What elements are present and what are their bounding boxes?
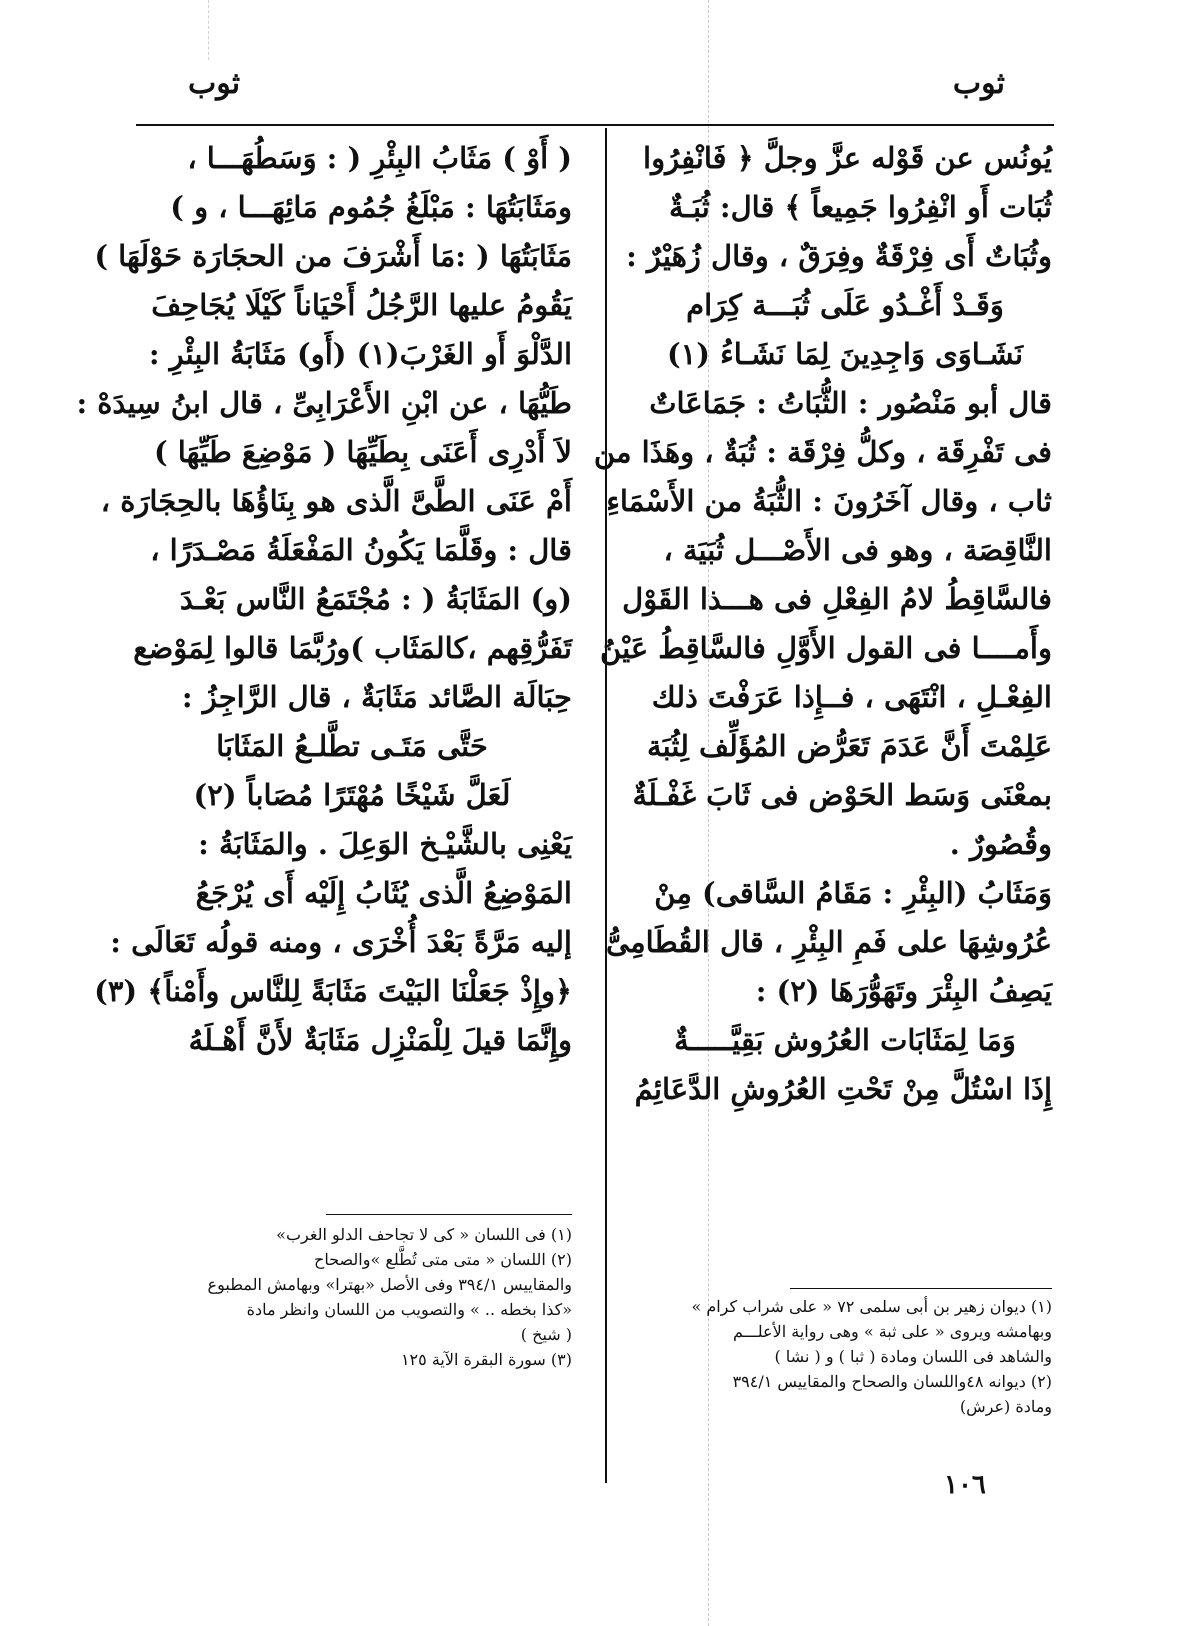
text-line: لاَ أَدْرِى أَعَنَى بِطَيِّهَا ( مَوْضِعَ طَيِّهَا ) [153,435,572,469]
text-line: ثاب ، وقال آخَرُونَ : الثُّبَةُ من الأَسْمَاءِ [606,484,1052,518]
column-divider [605,128,607,1483]
text-line: ومَثَابَتُهَا : مَبْلَغُ جُمُوم مَائِهَـــا ، و ) [170,190,572,224]
text-line: يَصِفُ البِئْرَ وتَهَوُّرَهَا (٢) : [755,974,1052,1008]
text-line: حِبَالَة الصَّائد مَثَابَةٌ ، قال الرَّاجِزُ : [181,680,572,714]
text-line: ﴿وإِذْ جَعَلْنَا البَيْتَ مَثَابَةً لِلنَّاس وأَمْناً﴾ (٣) [94,974,572,1008]
text-line: وقُصُورٌ . [949,827,1052,861]
text-line: ( أَوْ ) مَثَابُ البِئْرِ ( : وَسَطُهَـــا ، [187,141,572,175]
text-line: قال أبو مَنْصُور : الثُّبَاتُ : جَمَاعَاتٌ [649,386,1052,420]
verse-line: لَعَلَّ شَيْخًا مُهْتَرًا مُصَاباً (٢) [193,778,511,812]
footnote-line: (٢) ديوانه ٤٨واللسان والصحاح والمقاييس ٣٩٤/١ [732,1372,1052,1391]
footnote-rule-right [790,1288,1052,1289]
text-line: (و) المَثَابَةُ ( : مُجْتَمَعُ النَّاس بَعْـدَ [179,582,572,616]
footnote-rule-left [326,1214,572,1215]
text-line: مَثَابَتُهَا ( :مَا أَشْرَفَ من الحجَارَة حَوْلَهَا ) [94,239,572,273]
footnote-line: ( شيخ ) [520,1325,572,1344]
text-line: عَلِمْتَ أَنَّ عَدَمَ تَعَرُّض المُؤَلِّف لِثُبَة [647,729,1052,763]
verse-line: وَمَا لِمَثَابَات العُرُوش بَقِيَّـــــةٌ [674,1023,1016,1057]
text-line: إليه مَرَّةً بَعْدَ أُخْرَى ، ومنه قولُه تَعَالَى : [110,925,572,959]
text-line: بمعْنَى وَسَط الحَوْض فى ثَابَ غَفْـلَةٌ [632,778,1052,812]
text-line: النَّاقِصَة ، وهو فى الأَصْـــل ثُبَيَة ، [663,533,1052,567]
header-rule [136,124,1054,126]
text-line: الدَّلْوَ أَو الغَرْبَ(١) (أَو) مَثَابَةُ البِئْرِ : [148,337,572,371]
text-line: وَمَثَابُ (البِئْرِ : مَقَامُ السَّاقى) مِنْ [654,876,1052,910]
footnotes-right [638,1294,1052,1419]
text-line: وثُبَاتٌ أَى فِرْقَةٌ وفِرَقٌ ، وقال زُهَيْرٌ : [626,239,1052,273]
footnote-line: والمقاييس ٣٩٤/١ وفى الأصل «بهترا» وبهامش المطبوع [207,1275,572,1294]
text-line: عُرُوشِهَا على فَمِ البِئْرِ ، قال القُطَامِىُّ [605,925,1052,959]
footnote-line: (١) فى اللسان « كى لا تجاحف الدلو الغرب» [276,1225,572,1244]
header-right: ثوب [952,66,1005,101]
footnote-line: والشاهد فى اللسان ومادة ( ثبا ) و ( نشا ) [774,1347,1052,1366]
footnote-line: ومادة (عرش) [959,1397,1052,1416]
header-left: ثوب [188,66,241,101]
text-line: فالسَّاقِطُ لامُ الفِعْلِ فى هـــذا القَوْل [622,582,1052,616]
verse-line: حَتَّى مَتَـى تطَّلـعُ المَثَابَا [216,729,488,763]
footnote-line: (٣) سورة البقرة الآية ١٢٥ [400,1350,572,1369]
footnotes-left [207,1222,572,1372]
left-column [76,134,572,1065]
footnote-line: «كذا بخطه .. » والتصويب من اللسان وانظر مادة [246,1300,572,1319]
scan-edge-mark [208,0,209,60]
verse-line: وَقَـدْ أَغْـدُو عَلَى ثُبَـــة كِرَام [686,288,1004,322]
footnote-line: (٢) اللسان « متى متى تُطَّلع »والصحاح [313,1250,572,1269]
text-line: فى تَفْرِقَة ، وكلُّ فِرْقَة : ثُبَةٌ ، وهَذَا من [593,435,1052,469]
text-line: يُونُس عن قَوْله عزَّ وجلَّ ﴿ فَانْفِرُوا [643,141,1052,175]
text-line: قال : وقَلَّمَا يَكُونُ المَفْعَلَةُ مَصْـدَرًا ، [150,533,572,567]
right-column [593,134,1052,1114]
footnote-line: (١) ديوان زهير بن أبى سلمى ٧٢ « على شراب كرام » [691,1297,1052,1316]
text-line: وأَمــــا فى القول الأَوَّلِ فالسَّاقِطُ عَيْنُ [600,631,1052,665]
text-line: ثُبَات أَو انْفِرُوا جَمِيعاً ﴾ قال: ثُبَـةٌ [668,190,1052,224]
text-line: أَمْ عَنَى الطَّىَّ الَّذى هو بِنَاؤُهَا بالحِجَارَة ، [100,484,572,518]
text-line: يَعْنِى بالشَّيْـخ الوَعِلَ . والمَثَابَةُ : [198,827,572,861]
text-line: المَوْضِعُ الَّذى يُثَابُ إِلَيْه أَى يُرْجَعُ [195,876,572,910]
text-line: الفِعْـلِ ، انْتَهَى ، فــإِذا عَرَفْتَ ذلك [651,680,1052,714]
text-line: تَفَرُّقِهم ،كالمَثَاب )ورُبَّمَا قالوا لِمَوْضع [133,631,572,665]
verse-line: نَشَـاوَى وَاجِدِينَ لِمَا نَشَـاءُ (١) [666,337,1024,371]
text-line: وإِنَّمَا قيلَ لِلْمَنْزِل مَثَابَةٌ لأَنَّ أَهْـلَهُ [188,1023,572,1057]
text-line: يَقُومُ عليها الرَّجُلُ أَحْيَاناً كَيْلَا يُجَاحِفَ [151,288,572,322]
footnote-line: وبهامشه ويروى « على ثبة » وهى رواية الأعلـــم [733,1322,1052,1341]
page-number: ١٠٦ [944,1470,986,1500]
verse-line: إِذَا اسْتُلَّ مِنْ تَحْتِ العُرُوشِ الدَّعَائِمُ [634,1072,1052,1106]
text-line: طَيُّهَا ، عن ابْنِ الأَعْرَابِىِّ ، قال ابنُ سِيدَهْ : [76,386,572,420]
